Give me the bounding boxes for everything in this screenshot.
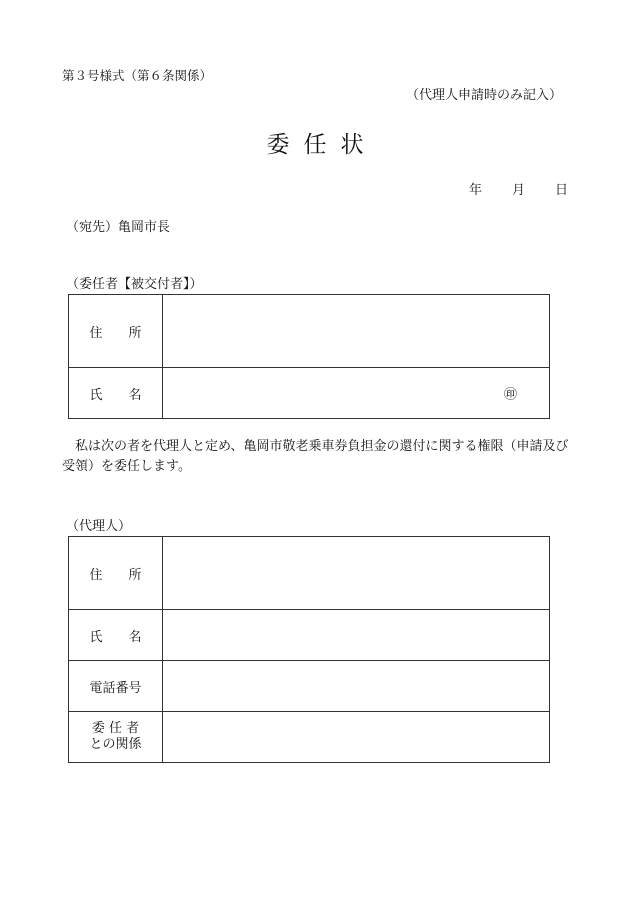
date-month-label: 月 (511, 183, 525, 198)
date-year-label: 年 (468, 183, 482, 198)
proxy-note: （代理人申請時のみ記入） (405, 88, 562, 103)
delegation-statement: 私は次の者を代理人と定め、亀岡市敬老乗車券負担金の還付に関する権限（申請及び受領）を委任します。 (62, 439, 569, 474)
delegator-name-field[interactable] (163, 368, 550, 419)
agent-address-field[interactable] (163, 537, 550, 610)
agent-section-label: （代理人） (66, 519, 132, 534)
delegator-section-label: （委任者【被交付者】） (66, 277, 203, 292)
date-line (469, 179, 568, 198)
date-day-label: 日 (554, 183, 568, 198)
agent-table (68, 536, 550, 763)
agent-name-header: 氏 名 (69, 610, 163, 661)
delegator-table (68, 294, 550, 419)
agent-relation-field[interactable] (163, 712, 550, 763)
addressee: （宛先）亀岡市長 (66, 220, 171, 235)
agent-phone-header: 電話番号 (69, 661, 163, 712)
agent-address-header: 住 所 (69, 537, 163, 610)
delegator-name-header: 氏 名 (69, 368, 163, 419)
document-title: 委任状 (266, 132, 378, 158)
agent-relation-header: 委 任 者 との関係 (69, 712, 163, 763)
agent-phone-field[interactable] (163, 661, 550, 712)
delegator-address-header: 住 所 (69, 295, 163, 368)
delegator-address-field[interactable] (163, 295, 550, 368)
form-number: 第３号様式（第６条関係） (62, 68, 213, 83)
seal-mark: ㊞ (503, 387, 517, 403)
agent-name-field[interactable] (163, 610, 550, 661)
